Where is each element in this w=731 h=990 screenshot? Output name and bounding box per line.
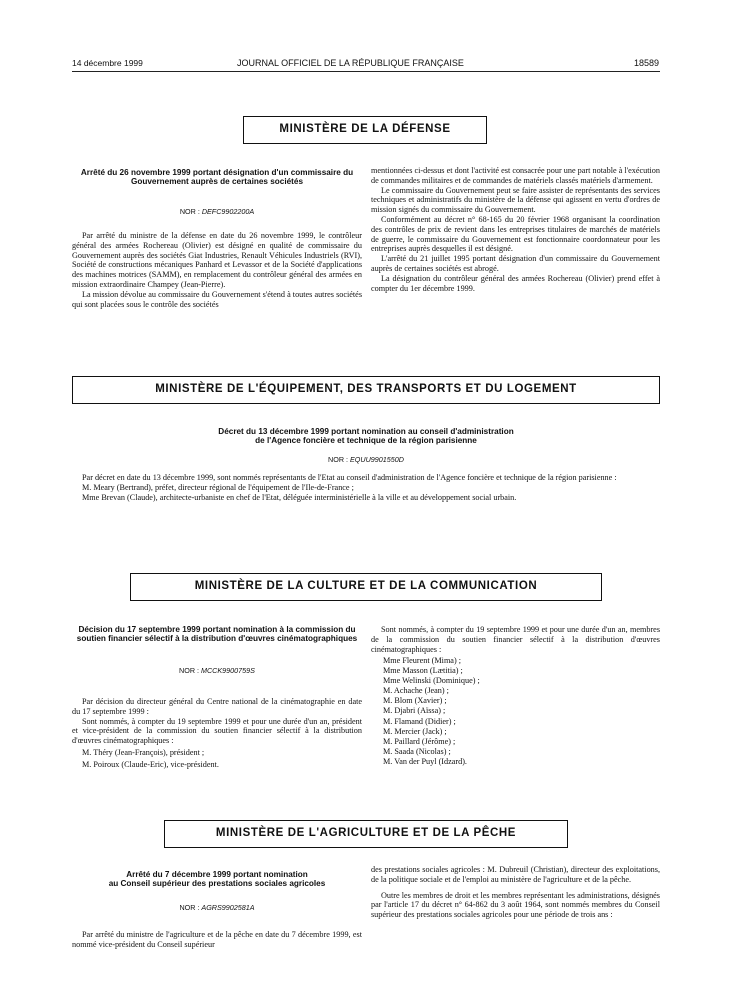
- decree-title-equipement: [72, 427, 660, 446]
- paragraph: Par arrêté du ministre de la défense en date du 26 novembre 1999, le contrôleur général des armées Rochereau (Olivier) est désigné en qualité de commissaire du Gouvernement auprès des sociétés Giat Industries, Renault Véhicules Industriels (RVI), Société de constructions mécaniques Panhard et Levassor et de la Société d'applications des machines motrices (SAMM), en remplacement du contrôleur général des armées en mission extraordinaire Champey (Jean-Pierre).: [72, 231, 362, 289]
- commission-members-list: [371, 656, 660, 767]
- ministry-heading-agriculture: MINISTÈRE DE L'AGRICULTURE ET DE LA PÊCHE: [164, 820, 568, 848]
- defense-left-column: [72, 231, 362, 309]
- list-item: M. Blom (Xavier) ;: [383, 696, 447, 706]
- agriculture-right-column: [371, 865, 660, 920]
- title-line: au Conseil supérieur des prestations sociales agricoles: [108, 879, 326, 889]
- nor-label: NOR :: [328, 455, 348, 464]
- paragraph: mentionnées ci-dessus et dont l'activité est consacrée pour une part notable à l'exécution de commandes militaires et de commandes de matériels classés matériels d'armement.: [371, 166, 660, 185]
- paragraph: La désignation du contrôleur général des armées Rochereau (Olivier) prend effet à compter du 1er décembre 1999.: [371, 273, 660, 293]
- header-date: 14 décembre 1999: [72, 58, 143, 68]
- paragraph: Le commissaire du Gouvernement peut se faire assister de représentants des services techniques et administratifs du ministère de la défense qui agissent en vertu d'ordres de mission signés du commissaire du Gouvernement.: [371, 185, 660, 215]
- ministry-heading-equipement: MINISTÈRE DE L'ÉQUIPEMENT, DES TRANSPORTS ET DU LOGEMENT: [72, 376, 660, 404]
- paragraph: La mission dévolue au commissaire du Gouvernement s'étend à toutes autres sociétés qui sont placées sous le contrôle des sociétés: [72, 289, 362, 309]
- header-page-number: 18589: [633, 58, 659, 68]
- nor-label: NOR :: [179, 666, 199, 675]
- defense-right-column: [371, 166, 660, 293]
- list-item: M. Mercier (Jack) ;: [383, 726, 447, 736]
- list-item: M. Achache (Jean) ;: [383, 686, 449, 696]
- paragraph: L'arrêté du 21 juillet 1995 portant désignation d'un commissaire du Gouvernement auprès de certaines sociétés est abrogé.: [371, 254, 660, 273]
- header-journal-title: JOURNAL OFFICIEL DE LA RÉPUBLIQUE FRANÇAISE: [237, 58, 464, 68]
- paragraph: Par décision du directeur général du Centre national de la cinématographie en date du 17 septembre 1999 :: [72, 697, 362, 716]
- agriculture-left-column: [72, 930, 362, 950]
- paragraph: Sont nommés, à compter du 19 septembre 1999 et pour une durée d'un an, membres de la commission du soutien financier sélectif à la distribution d'œuvres cinématographiques :: [371, 625, 660, 654]
- nor-reference-equipement: [72, 455, 660, 464]
- paragraph: Mme Brevan (Claude), architecte-urbaniste en chef de l'Etat, déléguée interministérielle à la ville et au développement social urbain.: [82, 492, 517, 502]
- nor-code: DEFC9902200A: [201, 207, 255, 216]
- equipement-text: [72, 473, 660, 502]
- nor-label: NOR :: [179, 207, 200, 216]
- paragraph: M. Poiroux (Claude-Eric), vice-président.: [82, 759, 219, 769]
- nor-reference-agriculture: [72, 903, 362, 912]
- nor-code: MCCK9900759S: [201, 666, 255, 675]
- nor-reference-culture: [72, 666, 362, 675]
- list-item: Mme Masson (Lætitia) ;: [383, 666, 463, 676]
- paragraph: Sont nommés, à compter du 19 septembre 1999 et pour une durée d'un an, président et vice-président de la commission du soutien financier sélectif à la distribution d'œuvres cinématographiques :: [72, 716, 362, 746]
- nor-label: NOR :: [179, 903, 200, 912]
- decree-title-culture: Décision du 17 septembre 1999 portant nomination à la commission du soutien financier sélectif à la distribution d'œuvres cinématographiques: [76, 625, 358, 644]
- list-item: M. Paillard (Jérôme) ;: [383, 736, 456, 746]
- paragraph: des prestations sociales agricoles : M. Dubreuil (Christian), directeur des exploitations, de la politique sociale et de l'emploi au ministère de l'agriculture et de la pêche.: [371, 865, 660, 884]
- ministry-heading-defense: MINISTÈRE DE LA DÉFENSE: [243, 116, 487, 144]
- list-item: Mme Fleurent (Mima) ;: [383, 656, 461, 665]
- title-line: de l'Agence foncière et technique de la région parisienne: [255, 436, 477, 446]
- decree-title-agriculture: [72, 870, 362, 889]
- paragraph: Outre les membres de droit et les membres représentant les administrations, désignés par l'article 17 du décret n° 64-862 du 3 août 1964, sont nommés membres du Conseil supérieur des prestations sociales agricoles pour une période de trois ans :: [371, 890, 660, 920]
- nor-code: AGRS9902581A: [201, 903, 255, 912]
- title-line: Arrêté du 7 décembre 1999 portant nomination: [126, 870, 308, 879]
- list-item: M. Djabri (Aïssa) ;: [383, 706, 446, 716]
- culture-left-column: [72, 697, 362, 770]
- list-item: M. Van der Puyl (Idzard).: [383, 756, 467, 766]
- list-item: Mme Welinski (Dominique) ;: [383, 676, 480, 686]
- header-rule: [72, 71, 660, 72]
- culture-right-column: [371, 625, 660, 654]
- ministry-heading-culture: MINISTÈRE DE LA CULTURE ET DE LA COMMUNICATION: [130, 573, 602, 601]
- title-line: Décret du 13 décembre 1999 portant nomination au conseil d'administration: [218, 427, 514, 436]
- paragraph: M. Théry (Jean-François), président ;: [82, 747, 205, 757]
- paragraph: Par décret en date du 13 décembre 1999, sont nommés représentants de l'Etat au conseil d'administration de l'Agence foncière et technique de la région parisienne :: [82, 473, 617, 482]
- paragraph: Conformément au décret n° 68-165 du 20 février 1968 organisant la coordination des contrôles de prix de revient dans les entreprises titulaires de marchés de matériels de guerre, le commissaire du Gouvernement est fonctionnaire coordonnateur pour les entreprises auprès desquelles il est désigné.: [371, 214, 660, 254]
- list-item: M. Saada (Nicolas) ;: [383, 746, 451, 756]
- decree-title-defense: Arrêté du 26 novembre 1999 portant désignation d'un commissaire du Gouvernement auprès de certaines sociétés: [80, 168, 354, 187]
- paragraph: M. Meary (Bertrand), préfet, directeur régional de l'équipement de l'Ile-de-France ;: [82, 482, 354, 492]
- paragraph: Par arrêté du ministre de l'agriculture et de la pêche en date du 7 décembre 1999, est nommé vice-président du Conseil supérieur: [72, 930, 362, 949]
- nor-code: EQUU9901550D: [350, 455, 404, 464]
- nor-reference-defense: [72, 207, 362, 216]
- list-item: M. Flamand (Didier) ;: [383, 716, 456, 726]
